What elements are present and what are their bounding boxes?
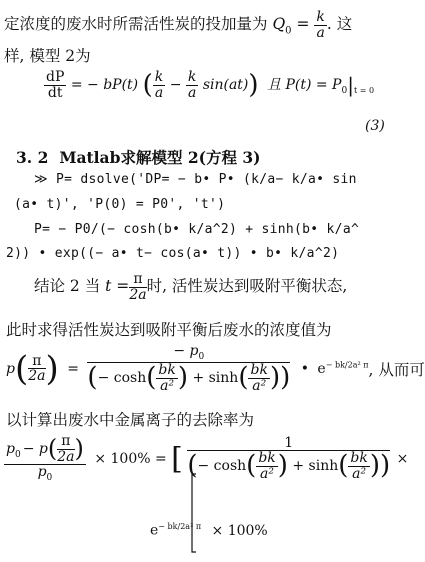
- f2-cosh: − cosh: [197, 458, 247, 475]
- f2-one: 1: [187, 436, 390, 452]
- f2-a2-1: a²: [260, 466, 275, 483]
- conclusion-b: 时, 活性炭达到吸附平衡状态,: [146, 277, 348, 296]
- f2-p0: p: [6, 441, 15, 458]
- q0-symbol: Q: [272, 15, 286, 34]
- f1-cosh-lparen: (: [146, 362, 157, 393]
- dp: dP: [46, 69, 65, 85]
- fraction-k: k: [316, 9, 325, 25]
- f1-equals: =: [67, 360, 79, 377]
- a1: a: [154, 84, 164, 101]
- f1-den-lparen: (: [87, 362, 98, 393]
- f2-bk2: bk: [350, 450, 368, 467]
- f2-times100-eq: × 100% =: [94, 450, 167, 467]
- f1-dot: •: [300, 360, 309, 377]
- pi: π: [129, 272, 146, 288]
- f2-pi: π: [57, 434, 74, 450]
- dt: dt: [47, 84, 63, 101]
- q0-subscript: 0: [285, 25, 292, 37]
- f2-rhs-den: (− cosh( $\frac{bk}{\text{a²}}$ ) + sinh( $\frac{bk}{\text{a²}}$ )): [187, 450, 391, 483]
- t-zero: t = 0: [353, 85, 375, 95]
- conclusion-a: 结论 2 当: [34, 277, 106, 296]
- right-paren: ): [248, 70, 259, 101]
- f2-e: e: [150, 522, 159, 539]
- f1-num-text: − p: [173, 343, 199, 359]
- equals: =: [291, 15, 315, 34]
- f1-sinh-lparen: (: [238, 362, 249, 393]
- f1-lparen: (: [14, 348, 29, 389]
- k1: k: [154, 69, 164, 85]
- f1-rparen: ): [45, 348, 59, 389]
- f1-pi: π: [28, 354, 45, 370]
- f1-cosh-rparen: ): [177, 362, 188, 393]
- f2-times: ×: [396, 450, 409, 467]
- f1-cosh: − cosh: [97, 370, 147, 387]
- code-line-2: (a• t)', 'P(0) = P0', 't'): [14, 197, 226, 212]
- f1-2a: 2a: [28, 368, 46, 385]
- f1-sinh: + sinh: [192, 370, 239, 387]
- f1-bk2: bk: [250, 362, 268, 379]
- k2: k: [187, 69, 197, 85]
- line1-suffix: . 这: [326, 15, 353, 34]
- f1-e: e: [317, 361, 326, 378]
- line1-prefix: 定浓度的废水时所需活性炭的投加量为: [4, 15, 273, 34]
- section-title-cn: 求解模型 2(方程 3): [120, 148, 261, 167]
- f1-a2-2: a²: [252, 377, 267, 394]
- ode-minus: −: [169, 77, 182, 94]
- initial-condition: 且 P(t) = P: [267, 77, 342, 94]
- f1-num-sub: 0: [198, 351, 205, 362]
- sin-term: sin(at): [202, 77, 249, 94]
- f2-lhs-den: $p_0$: [37, 464, 53, 484]
- f2-exponent: − bk/2a² π: [158, 522, 202, 531]
- two-a: 2a: [129, 286, 147, 303]
- f2-minus-p: − p: [22, 441, 48, 458]
- f2-lhs-num: $p_0 - p$( $\frac{\pi}{2a}$ ): [6, 433, 84, 465]
- code-line-1: ≫ P= dsolve('DP= − b• P• (k/a− k/a• sin: [34, 172, 357, 187]
- f2-big-lbrace: [: [171, 441, 183, 477]
- a2: a: [187, 84, 197, 101]
- f1-den-rparen: ): [280, 362, 291, 393]
- f2-sinh: + sinh: [292, 458, 339, 475]
- fraction-a: a: [316, 24, 325, 41]
- code-line-4: 2)) • exp((− a• t− cos(a• t)) • b• k/a^2): [6, 246, 340, 261]
- f2-a2-2: a²: [352, 466, 367, 483]
- left-paren: (: [142, 70, 153, 101]
- f2-2a: 2a: [57, 448, 75, 465]
- f1-a2-1: a²: [160, 377, 175, 394]
- f2-den-p0: p: [37, 464, 47, 481]
- f2-outer-bracket-bottom: [192, 474, 196, 552]
- f1-tail: , 从而可: [368, 360, 425, 379]
- f1-sinh-rparen: ): [269, 362, 281, 393]
- eval-bar: |: [347, 73, 354, 98]
- f1-bk1: bk: [158, 362, 176, 379]
- section-number: 3. 2: [16, 148, 49, 167]
- code-line-3: P= − P0/(− cosh(b• k/a^2) + sinh(b• k/a^: [34, 222, 360, 237]
- text-line-calc: 以计算出废水中金属离子的去除率为: [6, 411, 255, 429]
- text-line-after: 此时求得活性炭达到吸附平衡后废水的浓度值为: [6, 321, 332, 339]
- f1-exponent: − bk/2a² π: [325, 360, 369, 370]
- f1-p: p: [6, 360, 15, 377]
- section-title-latin: Matlab: [59, 148, 121, 167]
- t-equals: t =: [105, 277, 130, 296]
- text-line-2: 样, 模型 2为: [4, 47, 91, 65]
- equation-number: (3): [365, 118, 385, 134]
- ode-rhs: = − bP(t): [70, 77, 139, 94]
- p0-subscript: 0: [341, 85, 348, 96]
- f2-end: × 100%: [211, 522, 268, 539]
- f2-bk1: bk: [258, 450, 276, 467]
